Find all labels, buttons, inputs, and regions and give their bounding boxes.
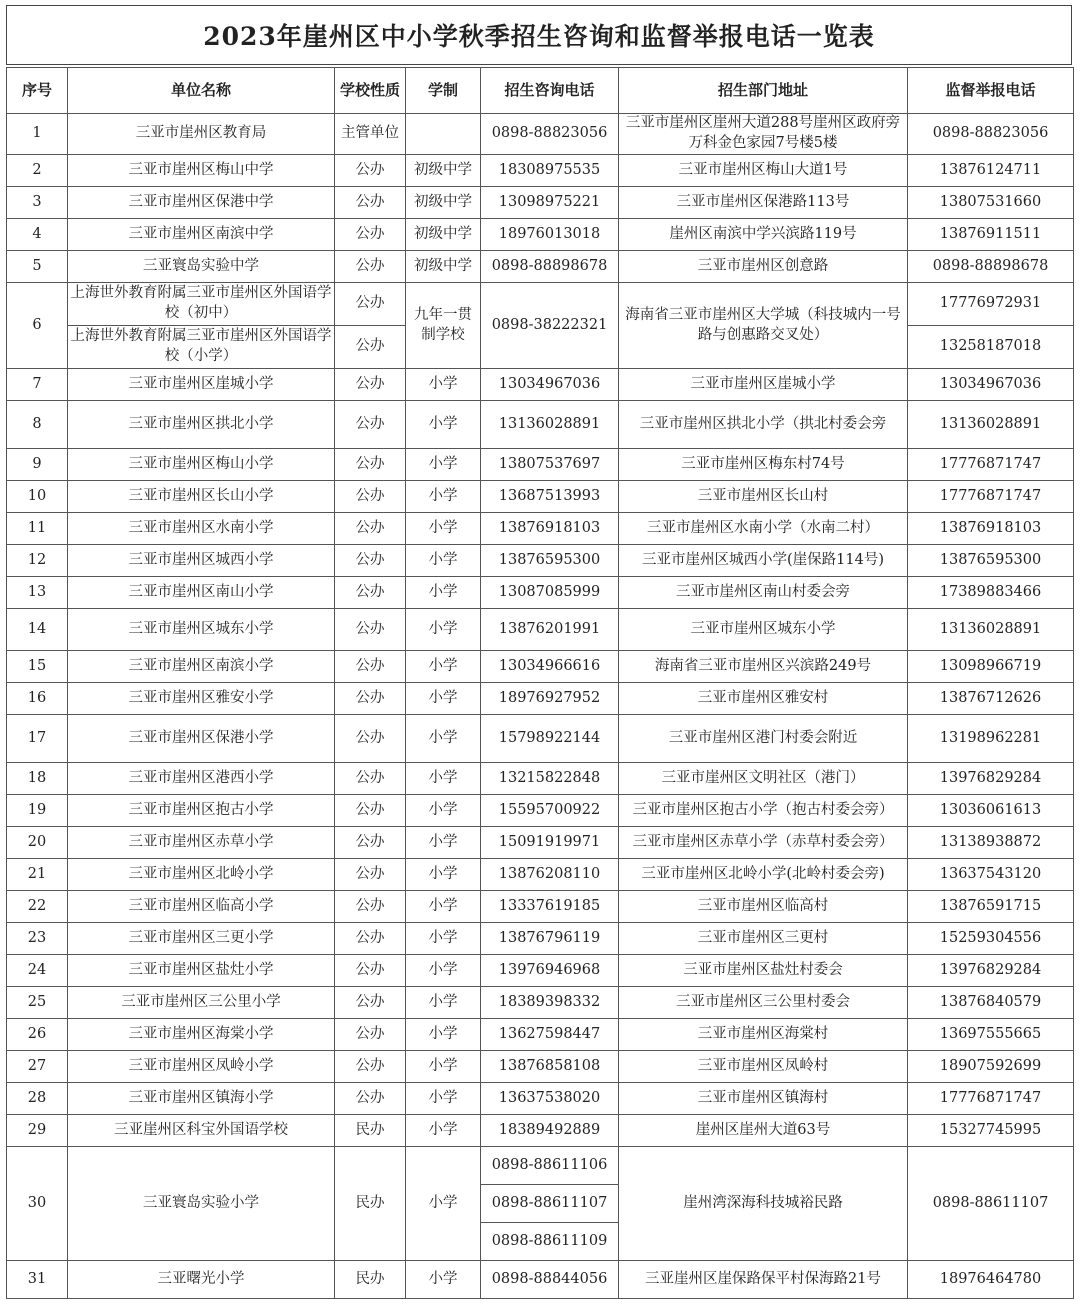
header-report: 监督举报电话 xyxy=(908,68,1074,114)
cell-no: 27 xyxy=(7,1051,68,1083)
table-row xyxy=(7,715,1074,763)
table-row xyxy=(7,1083,1074,1115)
contact-table xyxy=(6,67,1074,1299)
cell-phone: 13337619185 xyxy=(481,891,619,923)
cell-type: 公办 xyxy=(335,1051,406,1083)
cell-report: 13876124711 xyxy=(908,155,1074,187)
cell-report: 15327745995 xyxy=(908,1115,1074,1147)
cell-type: 公办 xyxy=(335,155,406,187)
cell-type: 公办 xyxy=(335,651,406,683)
cell-phone: 15091919971 xyxy=(481,827,619,859)
header-system: 学制 xyxy=(406,68,481,114)
cell-name: 三亚市崖州区保港小学 xyxy=(68,715,335,763)
cell-phone: 13876201991 xyxy=(481,609,619,651)
cell-type: 公办 xyxy=(335,1019,406,1051)
table-row xyxy=(7,401,1074,449)
cell-report: 13876595300 xyxy=(908,545,1074,577)
cell-address: 三亚市崖州区创意路 xyxy=(619,251,908,283)
cell-phone: 18389492889 xyxy=(481,1115,619,1147)
cell-phone: 13098975221 xyxy=(481,187,619,219)
cell-no: 5 xyxy=(7,251,68,283)
cell-phone: 13034966616 xyxy=(481,651,619,683)
cell-no: 22 xyxy=(7,891,68,923)
cell-address: 三亚市崖州区文明社区（港门） xyxy=(619,763,908,795)
table-row xyxy=(7,827,1074,859)
cell-address: 海南省三亚市崖州区兴滨路249号 xyxy=(619,651,908,683)
cell-report: 0898-88898678 xyxy=(908,251,1074,283)
cell-report: 13976829284 xyxy=(908,763,1074,795)
cell-report: 18976464780 xyxy=(908,1261,1074,1299)
cell-system: 小学 xyxy=(406,401,481,449)
cell-no: 4 xyxy=(7,219,68,251)
table-row xyxy=(7,577,1074,609)
cell-name: 三亚市崖州区临高小学 xyxy=(68,891,335,923)
cell-name: 三亚寰岛实验中学 xyxy=(68,251,335,283)
cell-type: 公办 xyxy=(335,1083,406,1115)
cell-name: 三亚曙光小学 xyxy=(68,1261,335,1299)
cell-type: 公办 xyxy=(335,577,406,609)
cell-no: 16 xyxy=(7,683,68,715)
cell-no: 1 xyxy=(7,114,68,155)
cell-system: 小学 xyxy=(406,987,481,1019)
table-row xyxy=(7,1261,1074,1299)
cell-type: 民办 xyxy=(335,1261,406,1299)
cell-name: 三亚市崖州区盐灶小学 xyxy=(68,955,335,987)
cell-no: 10 xyxy=(7,481,68,513)
cell-name: 三亚市崖州区城西小学 xyxy=(68,545,335,577)
cell-name: 三亚市崖州区海棠小学 xyxy=(68,1019,335,1051)
cell-no: 9 xyxy=(7,449,68,481)
table-row xyxy=(7,1019,1074,1051)
cell-report: 0898-88611107 xyxy=(908,1147,1074,1261)
table-row xyxy=(7,155,1074,187)
cell-no: 6 xyxy=(7,283,68,369)
cell-name: 三亚市崖州区赤草小学 xyxy=(68,827,335,859)
cell-phone: 13876796119 xyxy=(481,923,619,955)
cell-name: 三亚市崖州区南山小学 xyxy=(68,577,335,609)
cell-type: 公办 xyxy=(335,683,406,715)
cell-name: 三亚崖州区科宝外国语学校 xyxy=(68,1115,335,1147)
cell-address: 三亚市崖州区凤岭村 xyxy=(619,1051,908,1083)
cell-system: 小学 xyxy=(406,795,481,827)
cell-phone: 13034967036 xyxy=(481,369,619,401)
table-row xyxy=(7,1147,1074,1185)
cell-system: 小学 xyxy=(406,923,481,955)
cell-report: 13876712626 xyxy=(908,683,1074,715)
cell-no: 21 xyxy=(7,859,68,891)
cell-name: 三亚市崖州区北岭小学 xyxy=(68,859,335,891)
cell-system: 小学 xyxy=(406,481,481,513)
table-row xyxy=(7,251,1074,283)
cell-phone: 18976927952 xyxy=(481,683,619,715)
table-row xyxy=(7,891,1074,923)
cell-name: 三亚市崖州区雅安小学 xyxy=(68,683,335,715)
cell-report: 17776871747 xyxy=(908,481,1074,513)
cell-system: 小学 xyxy=(406,1083,481,1115)
cell-address: 三亚市崖州区北岭小学(北岭村委会旁) xyxy=(619,859,908,891)
table-row xyxy=(7,513,1074,545)
cell-system: 小学 xyxy=(406,1261,481,1299)
table-row xyxy=(7,369,1074,401)
cell-type: 公办 xyxy=(335,449,406,481)
cell-phone: 13876595300 xyxy=(481,545,619,577)
cell-phone: 15798922144 xyxy=(481,715,619,763)
header-type: 学校性质 xyxy=(335,68,406,114)
table-body xyxy=(7,114,1074,1299)
cell-address: 三亚市崖州区镇海村 xyxy=(619,1083,908,1115)
cell-no: 28 xyxy=(7,1083,68,1115)
cell-system: 初级中学 xyxy=(406,187,481,219)
cell-report: 17776972931 xyxy=(908,283,1074,326)
cell-address: 三亚市崖州区水南小学（水南二村） xyxy=(619,513,908,545)
cell-phone: 18308975535 xyxy=(481,155,619,187)
cell-type: 公办 xyxy=(335,326,406,369)
document-title: 2023年崖州区中小学秋季招生咨询和监督举报电话一览表 xyxy=(6,5,1072,65)
cell-report: 13098966719 xyxy=(908,651,1074,683)
cell-no: 20 xyxy=(7,827,68,859)
cell-address: 三亚市崖州区盐灶村委会 xyxy=(619,955,908,987)
cell-phone: 0898-88898678 xyxy=(481,251,619,283)
cell-type: 公办 xyxy=(335,763,406,795)
cell-system: 小学 xyxy=(406,369,481,401)
cell-name: 上海世外教育附属三亚市崖州区外国语学校（小学） xyxy=(68,326,335,369)
cell-system: 小学 xyxy=(406,609,481,651)
cell-phone: 0898-88611109 xyxy=(481,1223,619,1261)
cell-system: 小学 xyxy=(406,891,481,923)
cell-report: 18907592699 xyxy=(908,1051,1074,1083)
cell-address: 三亚市崖州区长山村 xyxy=(619,481,908,513)
cell-name: 三亚市崖州区南滨小学 xyxy=(68,651,335,683)
cell-report: 13876591715 xyxy=(908,891,1074,923)
cell-system: 小学 xyxy=(406,1019,481,1051)
cell-phone: 0898-88823056 xyxy=(481,114,619,155)
cell-no: 13 xyxy=(7,577,68,609)
cell-no: 8 xyxy=(7,401,68,449)
cell-system: 小学 xyxy=(406,1115,481,1147)
cell-no: 14 xyxy=(7,609,68,651)
cell-report: 13697555665 xyxy=(908,1019,1074,1051)
cell-name: 三亚市崖州区镇海小学 xyxy=(68,1083,335,1115)
cell-address: 三亚市崖州区海棠村 xyxy=(619,1019,908,1051)
cell-system: 九年一贯制学校 xyxy=(406,283,481,369)
cell-phone: 18976013018 xyxy=(481,219,619,251)
table-row xyxy=(7,651,1074,683)
table-row xyxy=(7,683,1074,715)
cell-type: 公办 xyxy=(335,715,406,763)
table-row xyxy=(7,114,1074,155)
cell-phone: 13627598447 xyxy=(481,1019,619,1051)
cell-type: 公办 xyxy=(335,955,406,987)
cell-type: 公办 xyxy=(335,795,406,827)
cell-system: 小学 xyxy=(406,955,481,987)
cell-report: 15259304556 xyxy=(908,923,1074,955)
table-row xyxy=(7,187,1074,219)
cell-system: 小学 xyxy=(406,683,481,715)
cell-phone: 13976946968 xyxy=(481,955,619,987)
cell-name: 三亚市崖州区崖城小学 xyxy=(68,369,335,401)
table-row xyxy=(7,219,1074,251)
table-row xyxy=(7,449,1074,481)
cell-report: 13876918103 xyxy=(908,513,1074,545)
cell-address: 崖州区崖州大道63号 xyxy=(619,1115,908,1147)
cell-report: 17389883466 xyxy=(908,577,1074,609)
cell-address: 三亚市崖州区抱古小学（抱古村委会旁） xyxy=(619,795,908,827)
table-row xyxy=(7,987,1074,1019)
cell-type: 公办 xyxy=(335,923,406,955)
cell-no: 17 xyxy=(7,715,68,763)
cell-name: 三亚市崖州区保港中学 xyxy=(68,187,335,219)
table-row xyxy=(7,545,1074,577)
cell-no: 29 xyxy=(7,1115,68,1147)
cell-no: 31 xyxy=(7,1261,68,1299)
cell-phone: 13087085999 xyxy=(481,577,619,609)
cell-system: 初级中学 xyxy=(406,251,481,283)
cell-name: 三亚市崖州区拱北小学 xyxy=(68,401,335,449)
cell-report: 13198962281 xyxy=(908,715,1074,763)
cell-system: 初级中学 xyxy=(406,219,481,251)
cell-name: 三亚市崖州区城东小学 xyxy=(68,609,335,651)
cell-phone: 0898-88611106 xyxy=(481,1147,619,1185)
cell-report: 17776871747 xyxy=(908,449,1074,481)
cell-phone: 13637538020 xyxy=(481,1083,619,1115)
cell-type: 公办 xyxy=(335,891,406,923)
table-row xyxy=(7,1115,1074,1147)
cell-type: 主管单位 xyxy=(335,114,406,155)
cell-name: 三亚市崖州区梅山中学 xyxy=(68,155,335,187)
cell-address: 三亚市崖州区崖州大道288号崖州区政府旁万科金色家园7号楼5楼 xyxy=(619,114,908,155)
cell-system xyxy=(406,114,481,155)
cell-type: 公办 xyxy=(335,219,406,251)
cell-system: 小学 xyxy=(406,651,481,683)
header-row xyxy=(7,68,1074,114)
cell-no: 23 xyxy=(7,923,68,955)
cell-name: 三亚市崖州区水南小学 xyxy=(68,513,335,545)
cell-phone: 18389398332 xyxy=(481,987,619,1019)
cell-type: 公办 xyxy=(335,481,406,513)
cell-phone: 13136028891 xyxy=(481,401,619,449)
cell-no: 30 xyxy=(7,1147,68,1261)
cell-name: 三亚市崖州区教育局 xyxy=(68,114,335,155)
cell-system: 小学 xyxy=(406,859,481,891)
cell-name: 三亚市崖州区抱古小学 xyxy=(68,795,335,827)
cell-type: 民办 xyxy=(335,1147,406,1261)
cell-phone: 13876918103 xyxy=(481,513,619,545)
table-row xyxy=(7,609,1074,651)
cell-report: 13034967036 xyxy=(908,369,1074,401)
cell-type: 公办 xyxy=(335,859,406,891)
header-no: 序号 xyxy=(7,68,68,114)
cell-system: 小学 xyxy=(406,449,481,481)
cell-phone: 0898-88611107 xyxy=(481,1185,619,1223)
header-name: 单位名称 xyxy=(68,68,335,114)
cell-no: 19 xyxy=(7,795,68,827)
cell-address: 崖州湾深海科技城裕民路 xyxy=(619,1147,908,1261)
cell-system: 小学 xyxy=(406,577,481,609)
cell-address: 三亚市崖州区三更村 xyxy=(619,923,908,955)
cell-report: 13136028891 xyxy=(908,609,1074,651)
cell-report: 13637543120 xyxy=(908,859,1074,891)
cell-address: 三亚市崖州区梅山大道1号 xyxy=(619,155,908,187)
cell-type: 公办 xyxy=(335,401,406,449)
cell-address: 三亚崖州区崖保路保平村保海路21号 xyxy=(619,1261,908,1299)
cell-report: 13976829284 xyxy=(908,955,1074,987)
cell-system: 小学 xyxy=(406,715,481,763)
cell-address: 三亚市崖州区临高村 xyxy=(619,891,908,923)
cell-no: 3 xyxy=(7,187,68,219)
cell-address: 三亚市崖州区城东小学 xyxy=(619,609,908,651)
cell-no: 12 xyxy=(7,545,68,577)
cell-phone: 13876208110 xyxy=(481,859,619,891)
cell-type: 民办 xyxy=(335,1115,406,1147)
table-row xyxy=(7,481,1074,513)
cell-type: 公办 xyxy=(335,609,406,651)
cell-report: 13876911511 xyxy=(908,219,1074,251)
cell-name: 三亚市崖州区三更小学 xyxy=(68,923,335,955)
cell-address: 三亚市崖州区拱北小学（拱北村委会旁 xyxy=(619,401,908,449)
cell-system: 小学 xyxy=(406,763,481,795)
cell-system: 小学 xyxy=(406,545,481,577)
cell-no: 15 xyxy=(7,651,68,683)
cell-name: 三亚市崖州区梅山小学 xyxy=(68,449,335,481)
cell-system: 初级中学 xyxy=(406,155,481,187)
cell-type: 公办 xyxy=(335,369,406,401)
cell-phone: 13687513993 xyxy=(481,481,619,513)
cell-system: 小学 xyxy=(406,1051,481,1083)
cell-report: 13138938872 xyxy=(908,827,1074,859)
cell-system: 小学 xyxy=(406,1147,481,1261)
cell-name: 三亚市崖州区港西小学 xyxy=(68,763,335,795)
cell-report: 13807531660 xyxy=(908,187,1074,219)
cell-address: 三亚市崖州区三公里村委会 xyxy=(619,987,908,1019)
cell-no: 2 xyxy=(7,155,68,187)
header-phone: 招生咨询电话 xyxy=(481,68,619,114)
cell-phone: 13215822848 xyxy=(481,763,619,795)
cell-phone: 15595700922 xyxy=(481,795,619,827)
cell-phone: 0898-88844056 xyxy=(481,1261,619,1299)
cell-address: 三亚市崖州区赤草小学（赤草村委会旁） xyxy=(619,827,908,859)
cell-address: 三亚市崖州区崖城小学 xyxy=(619,369,908,401)
cell-report: 13036061613 xyxy=(908,795,1074,827)
cell-type: 公办 xyxy=(335,545,406,577)
cell-address: 三亚市崖州区港门村委会附近 xyxy=(619,715,908,763)
cell-no: 7 xyxy=(7,369,68,401)
cell-name: 三亚市崖州区凤岭小学 xyxy=(68,1051,335,1083)
cell-name: 三亚寰岛实验小学 xyxy=(68,1147,335,1261)
cell-address: 三亚市崖州区南山村委会旁 xyxy=(619,577,908,609)
table-row xyxy=(7,763,1074,795)
cell-no: 25 xyxy=(7,987,68,1019)
cell-no: 26 xyxy=(7,1019,68,1051)
cell-phone: 13807537697 xyxy=(481,449,619,481)
cell-report: 13258187018 xyxy=(908,326,1074,369)
cell-address: 三亚市崖州区保港路113号 xyxy=(619,187,908,219)
cell-report: 13136028891 xyxy=(908,401,1074,449)
table-row xyxy=(7,283,1074,326)
cell-type: 公办 xyxy=(335,283,406,326)
cell-type: 公办 xyxy=(335,187,406,219)
cell-no: 11 xyxy=(7,513,68,545)
table-row xyxy=(7,1051,1074,1083)
cell-no: 24 xyxy=(7,955,68,987)
cell-type: 公办 xyxy=(335,251,406,283)
table-row xyxy=(7,923,1074,955)
table-row xyxy=(7,795,1074,827)
cell-phone: 13876858108 xyxy=(481,1051,619,1083)
cell-type: 公办 xyxy=(335,513,406,545)
cell-name: 三亚市崖州区南滨中学 xyxy=(68,219,335,251)
header-address: 招生部门地址 xyxy=(619,68,908,114)
cell-address: 海南省三亚市崖州区大学城（科技城内一号路与创惠路交叉处） xyxy=(619,283,908,369)
cell-type: 公办 xyxy=(335,987,406,1019)
cell-report: 0898-88823056 xyxy=(908,114,1074,155)
cell-report: 17776871747 xyxy=(908,1083,1074,1115)
cell-report: 13876840579 xyxy=(908,987,1074,1019)
cell-phone: 0898-38222321 xyxy=(481,283,619,369)
cell-no: 18 xyxy=(7,763,68,795)
cell-address: 三亚市崖州区雅安村 xyxy=(619,683,908,715)
cell-system: 小学 xyxy=(406,827,481,859)
cell-system: 小学 xyxy=(406,513,481,545)
cell-address: 三亚市崖州区梅东村74号 xyxy=(619,449,908,481)
cell-name: 上海世外教育附属三亚市崖州区外国语学校（初中） xyxy=(68,283,335,326)
cell-address: 崖州区南滨中学兴滨路119号 xyxy=(619,219,908,251)
table-row xyxy=(7,955,1074,987)
cell-type: 公办 xyxy=(335,827,406,859)
cell-name: 三亚市崖州区长山小学 xyxy=(68,481,335,513)
cell-address: 三亚市崖州区城西小学(崖保路114号) xyxy=(619,545,908,577)
cell-name: 三亚市崖州区三公里小学 xyxy=(68,987,335,1019)
table-row xyxy=(7,859,1074,891)
